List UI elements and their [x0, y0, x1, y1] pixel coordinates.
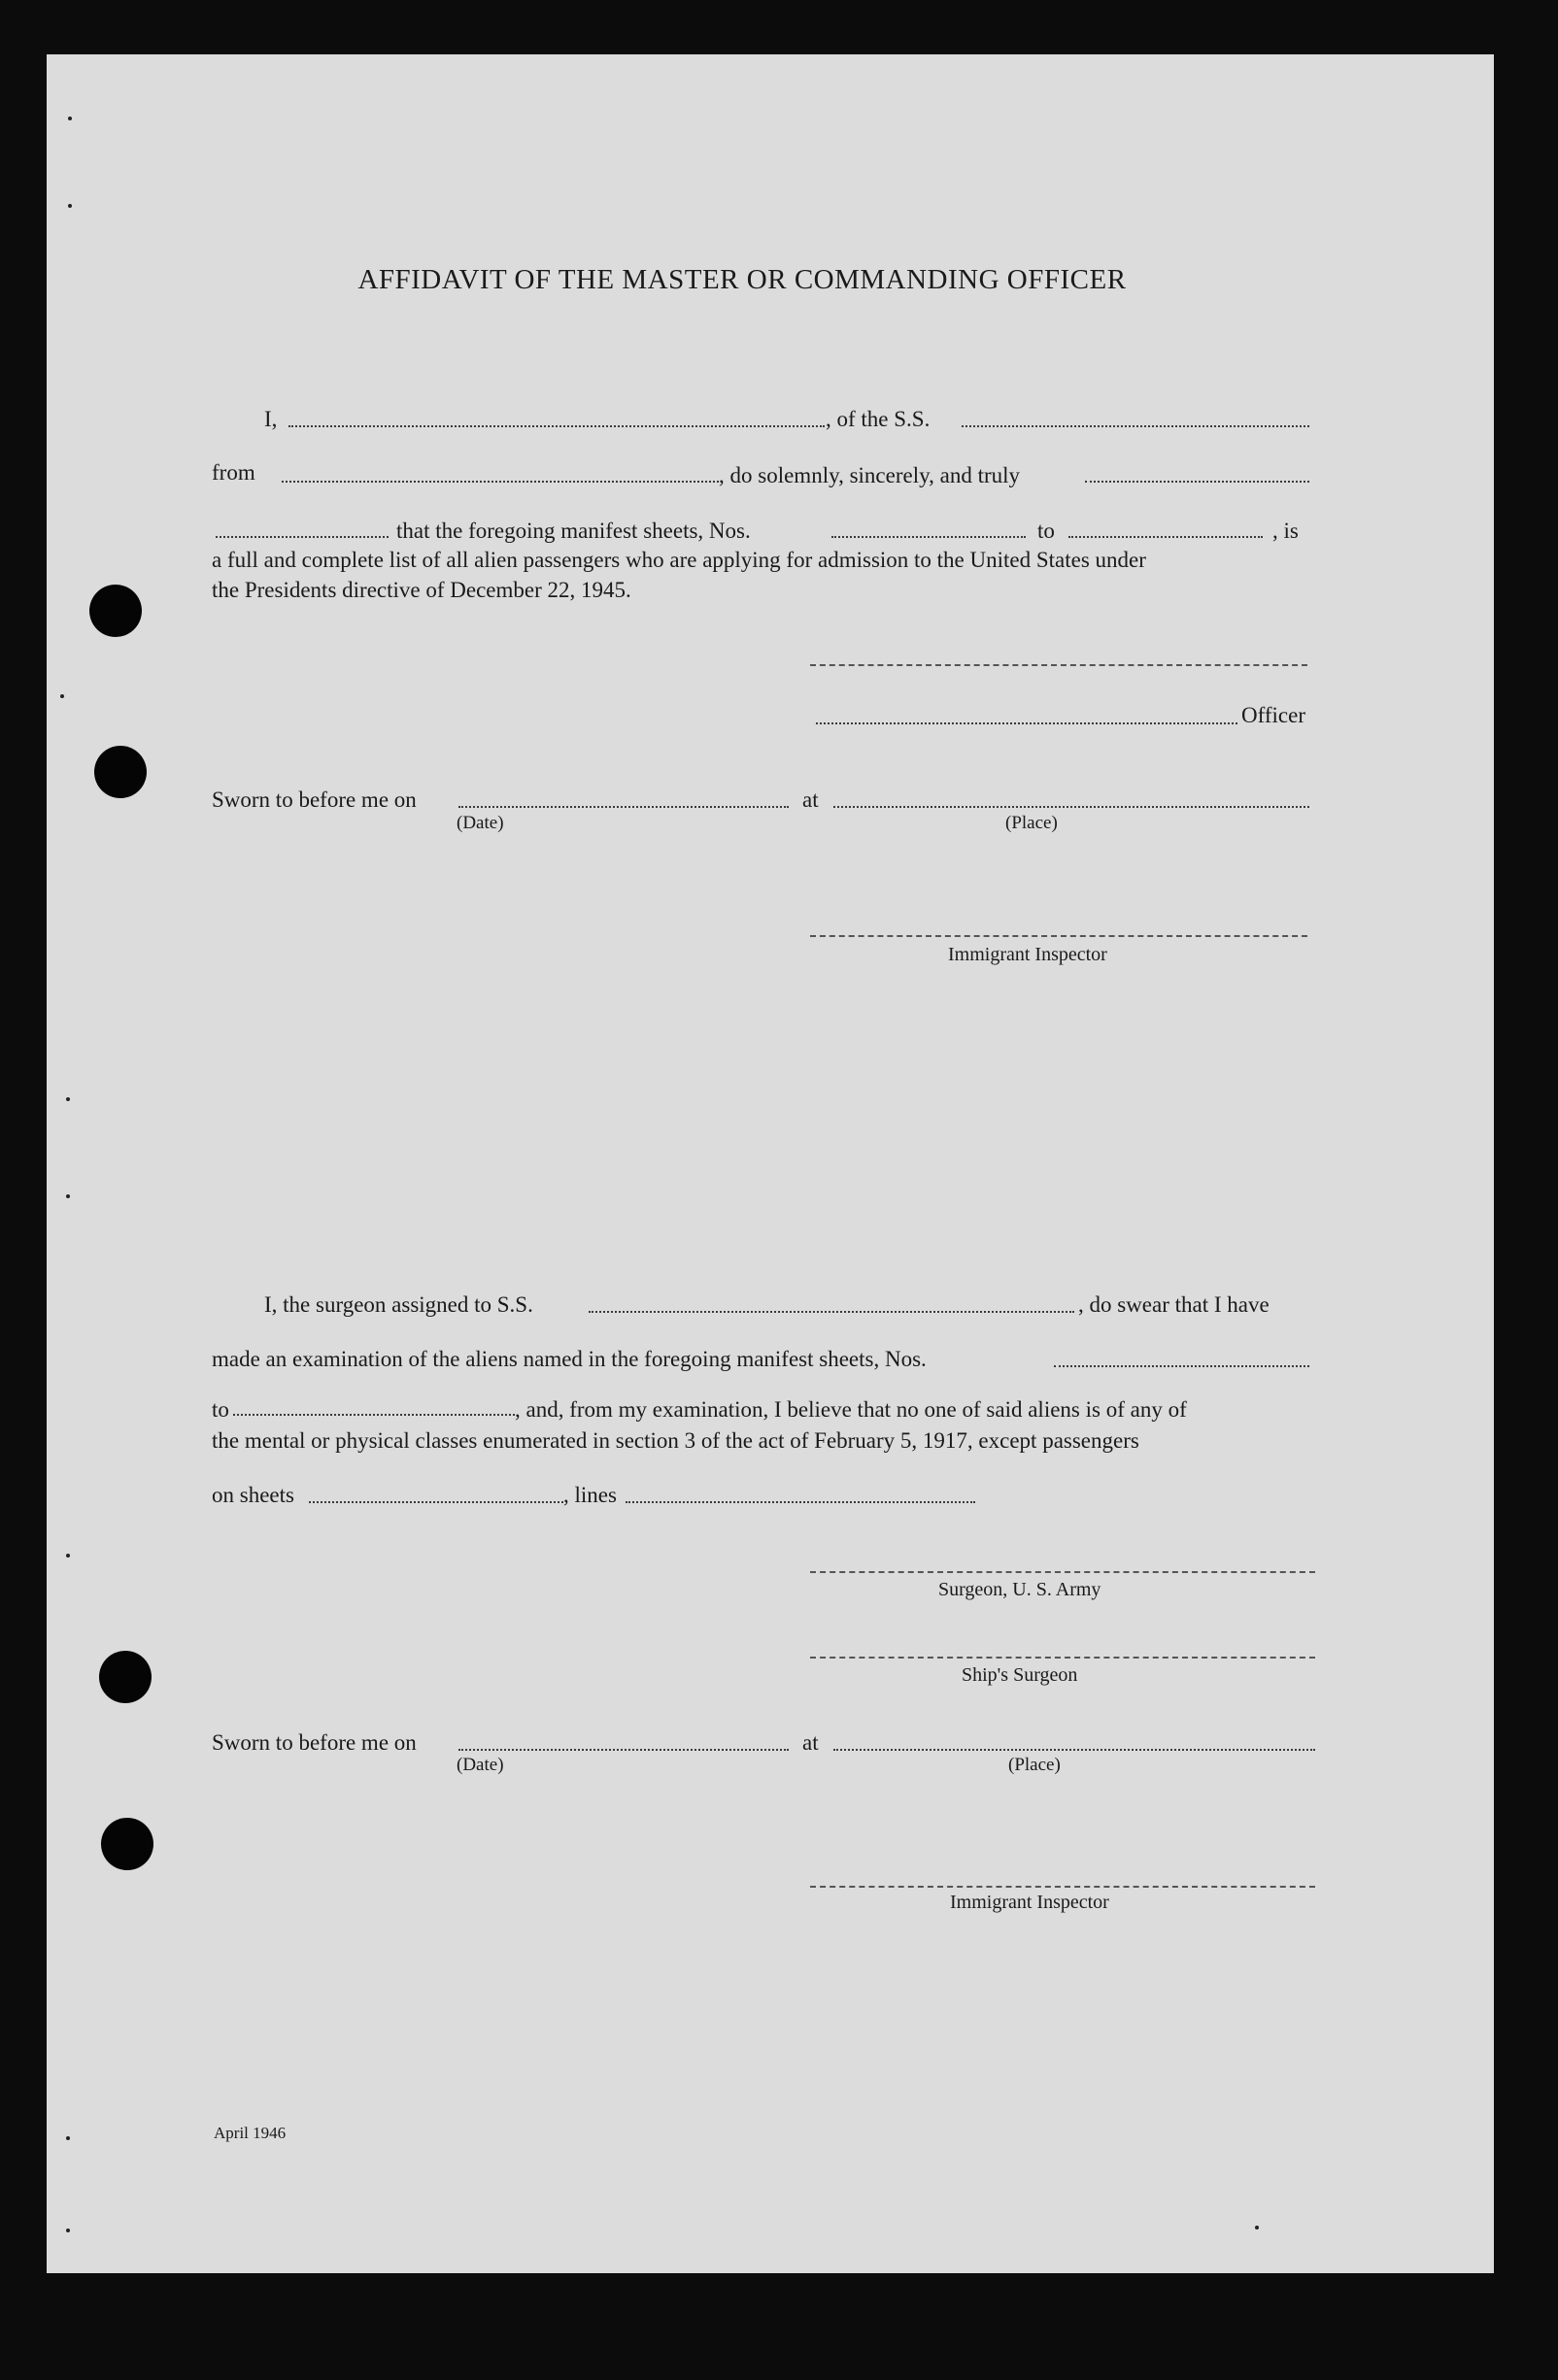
ship-name-field[interactable]: [962, 425, 1309, 427]
sheets-to-field[interactable]: [1068, 536, 1263, 538]
margin-speck: [66, 1554, 70, 1558]
surgeon-sheets-to-field[interactable]: [233, 1414, 515, 1416]
exception-lines-field[interactable]: [626, 1501, 975, 1503]
exception-sheets-field[interactable]: [309, 1501, 563, 1503]
margin-speck: [68, 117, 72, 120]
master-inspector-label: Immigrant Inspector: [948, 944, 1107, 965]
punch-hole: [99, 1651, 152, 1703]
master-at-label: at: [802, 788, 819, 812]
master-sworn-date-field[interactable]: [458, 806, 789, 808]
margin-speck: [1255, 2226, 1259, 2229]
surgeon-sworn-label: Sworn to before me on: [212, 1730, 417, 1755]
master-place-label: (Place): [1005, 813, 1058, 833]
surgeon-line5-a: on sheets: [212, 1483, 294, 1507]
surgeon-line1-b: , do swear that I have: [1078, 1292, 1270, 1317]
margin-speck: [68, 204, 72, 208]
oath-field[interactable]: [1085, 481, 1309, 483]
form-revision-date: April 1946: [214, 2124, 287, 2142]
master-sworn-place-field[interactable]: [833, 806, 1309, 808]
punch-hole: [89, 585, 142, 637]
master-line5: the Presidents directive of December 22, 1945.: [212, 578, 631, 602]
surgeon-inspector-line[interactable]: [810, 1886, 1315, 1888]
surgeon-line4: the mental or physical classes enumerated in section 3 of the act of February 5, 1917, except passengers: [212, 1428, 1139, 1453]
master-sworn-label: Sworn to before me on: [212, 788, 417, 812]
punch-hole: [94, 746, 147, 798]
surgeon-sworn-place-field[interactable]: [833, 1749, 1315, 1751]
surgeon-ship-field[interactable]: [589, 1311, 1074, 1313]
form-sheet: [47, 54, 1494, 2273]
margin-speck: [66, 1097, 70, 1101]
master-line2-mid: , do solemnly, sincerely, and truly: [719, 463, 1021, 487]
master-line3-a: that the foregoing manifest sheets, Nos.: [396, 519, 751, 543]
margin-speck: [66, 1194, 70, 1198]
origin-field[interactable]: [282, 481, 719, 483]
master-line1-mid: , of the S.S.: [826, 407, 931, 431]
surgeon-at-label: at: [802, 1730, 819, 1755]
master-line3-c: , is: [1272, 519, 1299, 543]
surgeon-line2: made an examination of the aliens named in the foregoing manifest sheets, Nos.: [212, 1347, 927, 1371]
sheets-from-field[interactable]: [831, 536, 1026, 538]
margin-speck: [66, 2136, 70, 2140]
margin-speck: [66, 2229, 70, 2232]
form-title: AFFIDAVIT OF THE MASTER OR COMMANDING OFFICER: [357, 264, 1127, 295]
master-line1-prefix: I,: [264, 407, 278, 431]
master-date-label: (Date): [457, 813, 504, 833]
master-name-field[interactable]: [288, 425, 825, 427]
surgeon-line5-b: , lines: [563, 1483, 617, 1507]
margin-speck: [60, 694, 64, 698]
oath-verb-field[interactable]: [216, 536, 389, 538]
army-surgeon-signature-line[interactable]: [810, 1571, 1315, 1573]
surgeon-sheets-from-field[interactable]: [1054, 1365, 1309, 1367]
officer-signature-field[interactable]: [816, 722, 1237, 724]
officer-label: Officer: [1241, 703, 1305, 727]
ships-surgeon-signature-line[interactable]: [810, 1657, 1315, 1659]
surgeon-line1-a: I, the surgeon assigned to S.S.: [264, 1292, 533, 1317]
master-line2-prefix: from: [212, 460, 255, 485]
surgeon-inspector-label: Immigrant Inspector: [950, 1892, 1109, 1913]
surgeon-place-label: (Place): [1008, 1755, 1061, 1775]
surgeon-line3-b: , and, from my examination, I believe that no one of said aliens is of any of: [515, 1397, 1187, 1422]
master-line3-b: to: [1037, 519, 1055, 543]
master-inspector-line[interactable]: [810, 935, 1307, 937]
punch-hole: [101, 1818, 153, 1870]
surgeon-line3-a: to: [212, 1397, 229, 1422]
master-line4: a full and complete list of all alien passengers who are applying for admission to the United States under: [212, 548, 1146, 572]
surgeon-date-label: (Date): [457, 1755, 504, 1775]
army-surgeon-label: Surgeon, U. S. Army: [938, 1579, 1101, 1600]
master-signature-line[interactable]: [810, 664, 1307, 666]
surgeon-sworn-date-field[interactable]: [458, 1749, 789, 1751]
ships-surgeon-label: Ship's Surgeon: [962, 1664, 1078, 1686]
